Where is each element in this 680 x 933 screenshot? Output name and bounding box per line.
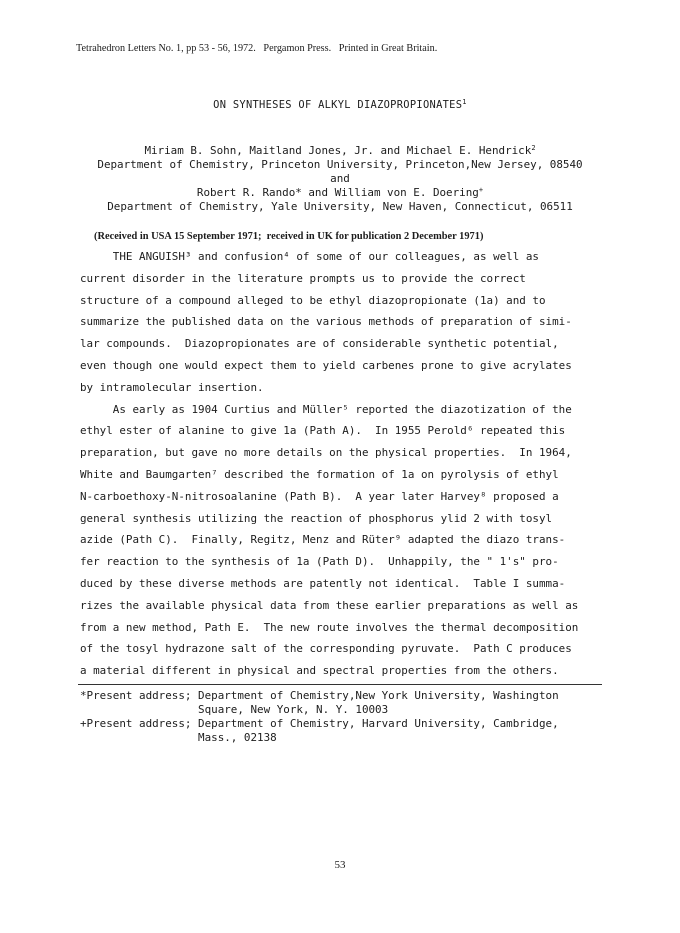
body-line: from a new method, Path E. The new route involves the thermal decomposition xyxy=(80,620,579,634)
authors-1-footnote-marker: 2 xyxy=(531,144,536,152)
authors-2-text: Robert R. Rando* and William von E. Doering xyxy=(196,186,479,199)
authors-2-footnote-marker: + xyxy=(478,186,484,194)
body-line: lar compounds. Diazopropionates are of considerable synthetic potential, xyxy=(80,337,559,351)
body-paragraphs xyxy=(80,252,620,688)
footnote-line: *Present address; Department of Chemistry,New York University, Washington xyxy=(80,689,559,702)
footnote-line: Square, New York, N. Y. 10003 xyxy=(80,703,389,716)
body-line: even though one would expect them to yield carbenes prone to give acrylates xyxy=(80,358,572,372)
body-line: fer reaction to the synthesis of 1a (Path D). Unhappily, the " 1's" pro- xyxy=(80,555,559,569)
body-line: preparation, but gave no more details on the physical properties. In 1964, xyxy=(80,446,572,460)
body-line: rizes the available physical data from these earlier preparations as well as xyxy=(80,598,579,612)
affiliation-princeton: Department of Chemistry, Princeton University, Princeton,New Jersey, 08540 xyxy=(97,158,583,171)
body-line: by intramolecular insertion. xyxy=(80,380,264,394)
body-line: current disorder in the literature prompts us to provide the correct xyxy=(80,271,526,285)
body-line: a material different in physical and spectral properties from the others. xyxy=(80,664,559,678)
body-line: azide (Path C). Finally, Regitz, Menz and Rüter⁹ adapted the diazo trans- xyxy=(80,533,566,547)
footnote-divider xyxy=(78,684,602,685)
body-line: of the tosyl hydrazone salt of the corresponding pyruvate. Path C produces xyxy=(80,642,572,656)
affiliation-yale: Department of Chemistry, Yale University, New Haven, Connecticut, 06511 xyxy=(107,200,573,213)
authors-line-1 xyxy=(0,144,680,157)
body-line: As early as 1904 Curtius and Müller⁵ reported the diazotization of the xyxy=(80,402,572,416)
body-line: summarize the published data on the various methods of preparation of simi- xyxy=(80,315,572,329)
authors-1-text: Miriam B. Sohn, Maitland Jones, Jr. and Michael E. Hendrick xyxy=(144,144,532,157)
authors-line-2 xyxy=(0,186,680,199)
body-line: THE ANGUISH³ and confusion⁴ of some of our colleagues, as well as xyxy=(80,250,539,263)
footnote-line: Mass., 02138 xyxy=(80,731,277,744)
body-line: duced by these diverse methods are patently not identical. Table I summa- xyxy=(80,576,566,590)
journal-header: Tetrahedron Letters No. 1, pp 53 - 56, 1972. Pergamon Press. Printed in Great Britain. xyxy=(76,43,438,54)
received-dates: (Received in USA 15 September 1971; received in UK for publication 2 December 1971) xyxy=(94,231,484,242)
title-text: ON SYNTHESES OF ALKYL DIAZOPROPIONATES xyxy=(213,99,463,111)
body-line: general synthesis utilizing the reaction of phosphorus ylid 2 with tosyl xyxy=(80,511,553,525)
body-line: White and Baumgarten⁷ described the formation of 1a on pyrolysis of ethyl xyxy=(80,467,559,481)
body-line: N-carboethoxy-N-nitrosoalanine (Path B). A year later Harvey⁸ proposed a xyxy=(80,489,559,503)
body-line: structure of a compound alleged to be ethyl diazopropionate (1a) and to xyxy=(80,293,546,307)
footnote-line: +Present address; Department of Chemistry, Harvard University, Cambridge, xyxy=(80,717,559,730)
and-connector: and xyxy=(330,172,350,185)
article-title xyxy=(0,98,680,111)
body-line: ethyl ester of alanine to give 1a (Path A). In 1955 Perold⁶ repeated this xyxy=(80,424,566,438)
title-footnote-marker: 1 xyxy=(462,98,467,106)
page-number: 53 xyxy=(334,859,346,871)
